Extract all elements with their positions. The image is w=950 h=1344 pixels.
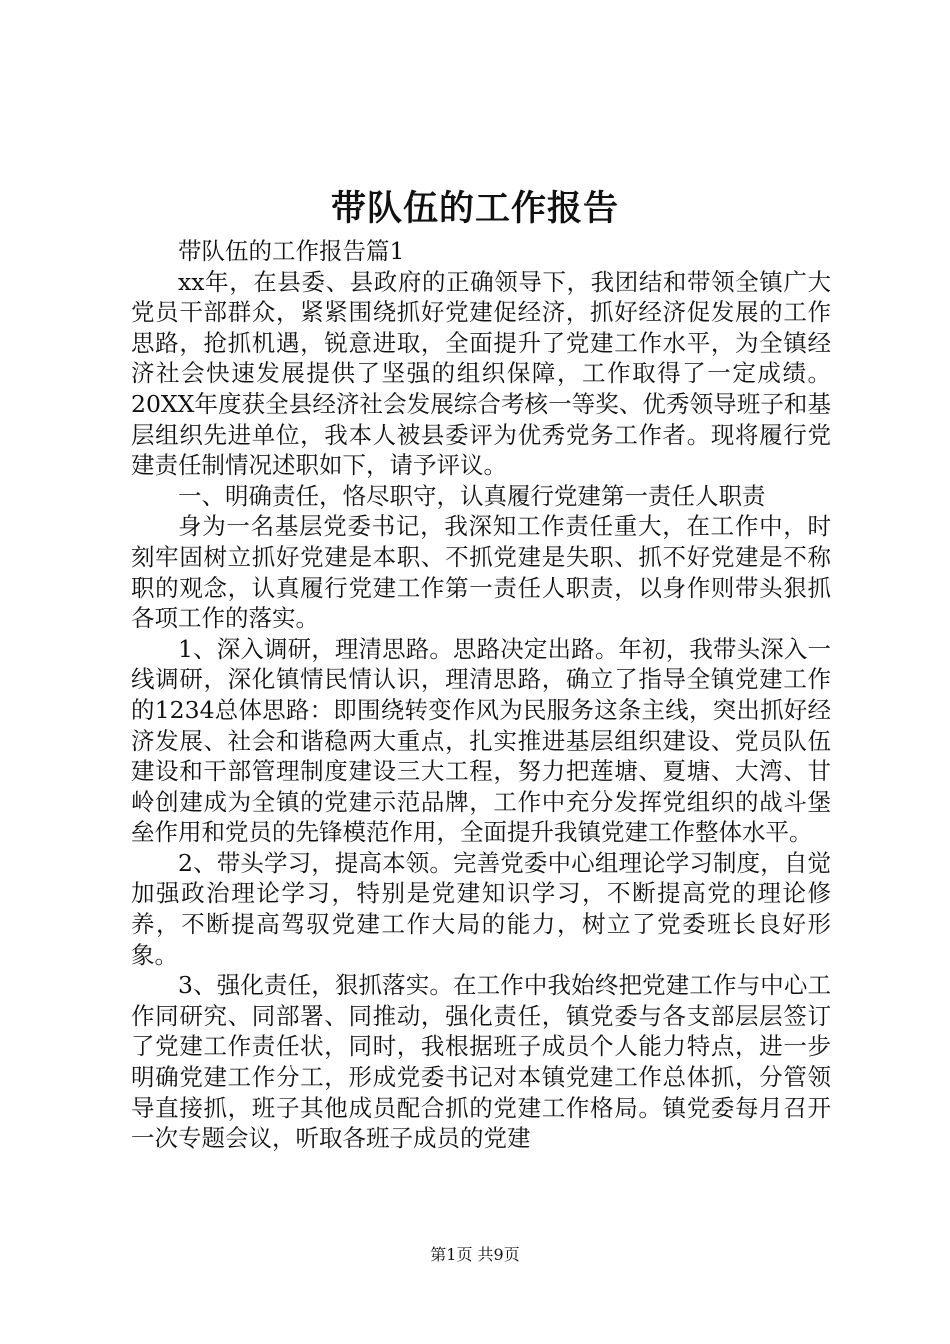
page-title: 带队伍的工作报告 bbox=[330, 188, 619, 229]
document-body bbox=[131, 236, 831, 1154]
paragraph: 2、带头学习，提高本领。完善党委中心组理论学习制度，自觉加强政治理论学习，特别是党建知识学习，不断提高党的理论修养，不断提高驾驭党建工作大局的能力，树立了党委班长良好形象。 bbox=[131, 848, 831, 969]
paragraph: 1、深入调研，理清思路。思路决定出路。年初，我带头深入一线调研，深化镇情民情认识，理清思路，确立了指导全镇党建工作的1234总体思路：即围绕转变作风为民服务这条主线，突出抓好经济发展、社会和谐稳两大重点，扎实推进基层组织建设、党员队伍建设和干部管理制度建设三大工程，努力把莲塘、夏塘、大湾、甘岭创建成为全镇的党建示范品牌，工作中充分发挥党组织的战斗堡垒作用和党员的先锋模范作用，全面提升我镇党建工作整体水平。 bbox=[131, 634, 831, 847]
section-heading: 一、明确责任，恪尽职守，认真履行党建第一责任人职责 bbox=[178, 481, 766, 510]
paragraph: 身为一名基层党委书记，我深知工作责任重大，在工作中，时刻牢固树立抓好党建是本职、不抓党建是失职、抓不好党建是不称职的观念，认真履行党建工作第一责任人职责，以身作则带头狠抓各项工作的落实。 bbox=[131, 512, 831, 633]
paragraph: xx年，在县委、县政府的正确领导下，我团结和带领全镇广大党员干部群众，紧紧围绕抓好党建促经济，抓好经济促发展的工作思路，抢抓机遇，锐意进取，全面提升了党建工作水平，为全镇经济社会快速发展提供了坚强的组织保障，工作取得了一定成绩。20XX年度获全县经济社会发展综合考核一等奖、优秀领导班子和基层组织先进单位，我本人被县委评为优秀党务工作者。现将履行党建责任制情况述职如下，请予评议。 bbox=[131, 267, 831, 480]
section-heading: 带队伍的工作报告篇1 bbox=[178, 237, 405, 265]
page-footer: 第1页 共9页 bbox=[430, 1245, 520, 1264]
paragraph: 3、强化责任，狠抓落实。在工作中我始终把党建工作与中心工作同研究、同部署、同推动，强化责任，镇党委与各支部层层签订了党建工作责任状，同时，我根据班子成员个人能力特点，进一步明确党建工作分工，形成党委书记对本镇党建工作总体抓，分管领导直接抓，班子其他成员配合抓的党建工作格局。镇党委每月召开一次专题会议，听取各班子成员的党建 bbox=[131, 971, 831, 1153]
